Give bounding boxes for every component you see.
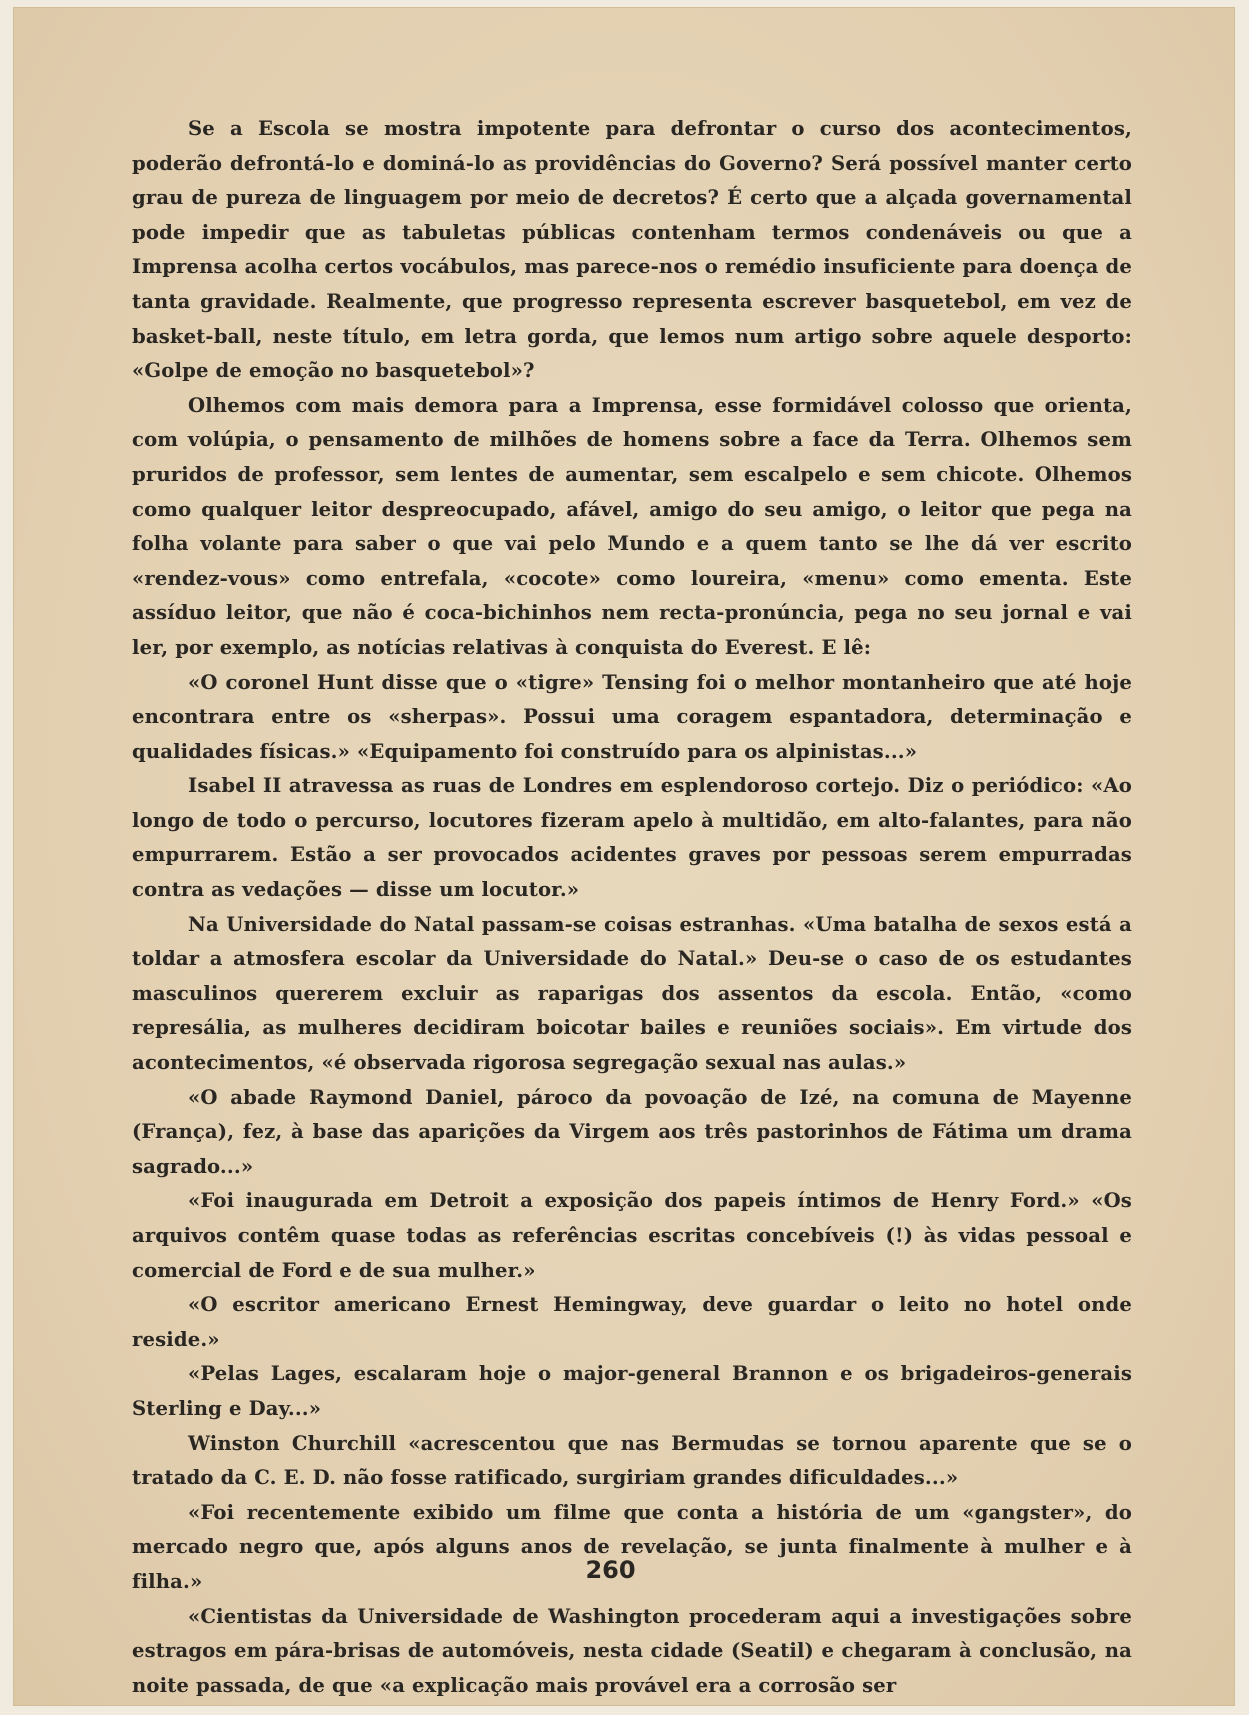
- paragraph: Olhemos com mais demora para a Imprensa, esse formidável colosso que orienta, com volúpia, o pensamento de milhões de homens sobre a face da Terra. Olhemos sem pruridos de professor, sem lentes de aumentar, sem escalpelo e sem chicote. Olhemos como qualquer leitor despreocupado, afável, amigo do seu amigo, o leitor que pega na folha volante para saber o que vai pelo Mundo e a quem tanto se lhe dá ver escrito «rendez-vous» como entrefala, «cocote» como loureira, «menu» como ementa. Este assíduo leitor, que não é coca-bichinhos nem recta-pronúncia, pega no seu jornal e vai ler, por exemplo, as notícias relativas à conquista do Everest. E lê:: [132, 393, 1132, 659]
- paragraph: «O abade Raymond Daniel, pároco da povoação de Izé, na comuna de Mayenne (França), fez, à base das aparições da Virgem aos três pastorinhos de Fátima um drama sagrado...»: [132, 1085, 1132, 1178]
- paragraph: Isabel II atravessa as ruas de Londres em esplendoroso cortejo. Diz o periódico: «Ao longo de todo o percurso, locutores fizeram apelo à multidão, em alto-falantes, para não empurrarem. Estão a ser provocados acidentes graves por pessoas serem empurradas contra as vedações — disse um locutor.»: [132, 774, 1132, 902]
- paragraph: «Foi recentemente exibido um filme que conta a história de um «gangster», do mercado negro que, após alguns anos de revelação, se junta finalmente à mulher e à filha.»: [132, 1500, 1132, 1593]
- paragraph: Na Universidade do Natal passam-se coisas estranhas. «Uma batalha de sexos está a toldar a atmosfera escolar da Universidade do Natal.» Deu-se o caso de os estudantes masculinos quererem excluir as raparigas dos assentos da escola. Então, «como represália, as mulheres decidiram boicotar bailes e reuniões sociais». Em virtude dos acontecimentos, «é observada rigorosa segregação sexual nas aulas.»: [132, 912, 1132, 1075]
- paragraph: Se a Escola se mostra impotente para defrontar o curso dos acontecimentos, poderão defrontá-lo e dominá-lo as providências do Governo? Será possível manter certo grau de pureza de linguagem por meio de decretos? É certo que a alçada governamental pode impedir que as tabuletas públicas contenham termos condenáveis ou que a Imprensa acolha certos vocábulos, mas parece-nos o remédio insuficiente para doença de tanta gravidade. Realmente, que progresso representa escrever basquetebol, em vez de basket-ball, neste título, em letra gorda, que lemos num artigo sobre aquele desporto: «Golpe de emoção no basquetebol»?: [132, 117, 1132, 383]
- body-text: [132, 112, 1132, 1703]
- paragraph: «Pelas Lages, escalaram hoje o major-general Brannon e os brigadeiros-generais Sterling e Day...»: [132, 1362, 1132, 1420]
- paragraph: Winston Churchill «acrescentou que nas Bermudas se tornou aparente que se o tratado da C. E. D. não fosse ratificado, surgiriam grandes dificuldades...»: [132, 1431, 1132, 1490]
- paragraph: «O coronel Hunt disse que o «tigre» Tensing foi o melhor montanheiro que até hoje encontrara entre os «sherpas». Possui uma coragem espantadora, determinação e qualidades físicas.» «Equipamento foi construído para os alpinistas...»: [132, 670, 1132, 763]
- paragraph: «O escritor americano Ernest Hemingway, deve guardar o leito no hotel onde reside.»: [132, 1293, 1132, 1351]
- paragraph: «Foi inaugurada em Detroit a exposição dos papeis íntimos de Henry Ford.» «Os arquivos contêm quase todas as referências escritas concebíveis (!) às vidas pessoal e comercial de Ford e de sua mulher.»: [132, 1189, 1132, 1282]
- paragraph: «Cientistas da Universidade de Washington procederam aqui a investigações sobre estragos em pára-brisas de automóveis, nesta cidade (Seatil) e chegaram à conclusão, na noite passada, de que «a explicação mais provável era a corrosão ser: [132, 1604, 1132, 1697]
- page-number: 260: [585, 1556, 636, 1584]
